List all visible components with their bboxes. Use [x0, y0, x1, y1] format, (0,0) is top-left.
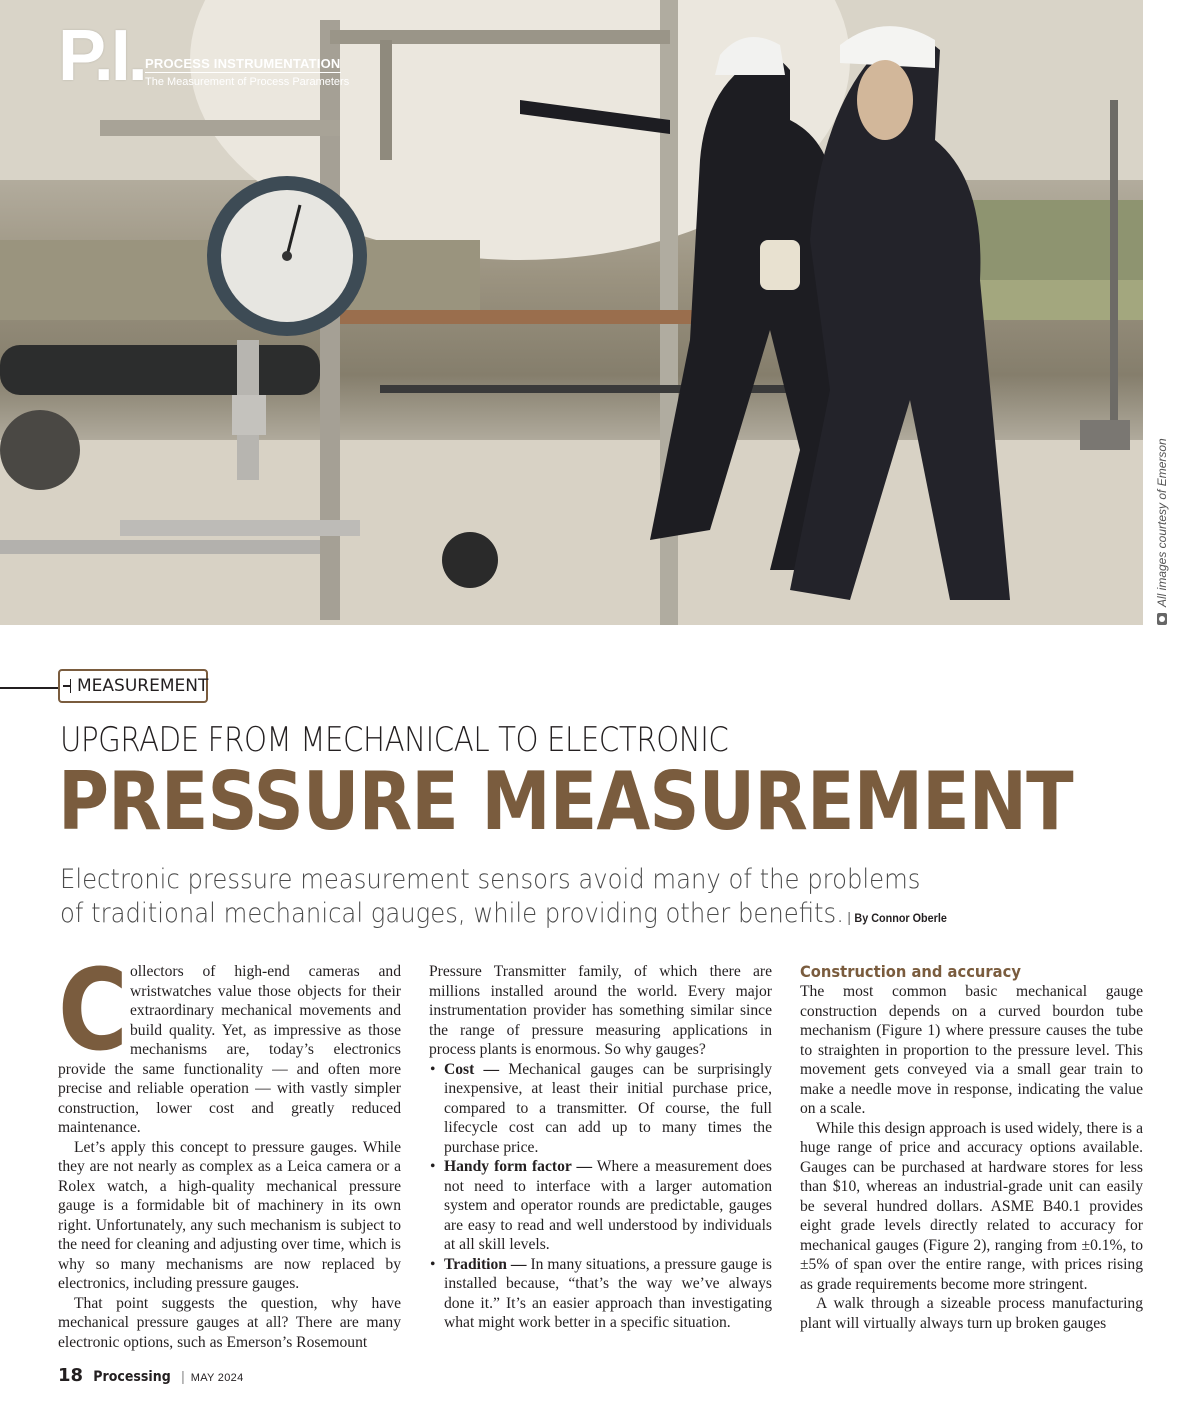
col2-paragraph-1: Pressure Transmitter family, of which there are millions installed around the world. Every major instrumentation provider has something similar since the range of pressure measuring applications in process plants is enormous. So why gauges?	[429, 963, 772, 1058]
list-item-text: In many situations, a pressure gauge is installed because, “that’s the way we’ve always done it.” It’s an easier approach than investigating what might work better in a specific situation.	[444, 1255, 772, 1331]
photo-credit-margin	[1143, 0, 1200, 625]
category-label: MEASUREMENT	[77, 676, 209, 696]
footer-separator: |	[181, 1368, 185, 1384]
article-headline: PRESSURE MEASUREMENT	[58, 755, 1073, 848]
section-subhead: Construction and accuracy	[800, 962, 1021, 981]
section-title: PROCESS INSTRUMENTATION	[145, 56, 341, 71]
list-item	[429, 1255, 772, 1333]
list-item-term: Handy form factor —	[444, 1158, 593, 1175]
photo-credit-text: All images courtesy of Emerson	[1155, 438, 1169, 607]
deck-line-2	[60, 897, 947, 935]
col1-paragraph-1: ollectors of high-end cameras and wristwatches value those objects for their extraordinary mechanical movements and build quality. Yet, as impressive as those mechanisms are, today’s electronics provide the same functionality — and often more precise and reliable operation — with vastly simpler construction, lower cost and greatly reduced maintenance.	[58, 963, 401, 1136]
body-column-3	[800, 962, 1143, 1333]
category-tag	[58, 669, 208, 703]
magazine-name: Processing	[93, 1369, 171, 1385]
tag-mark-icon	[70, 679, 71, 693]
drop-cap: C	[58, 946, 128, 1076]
col3-paragraph-3: A walk through a sizeable process manufacturing plant will virtually always turn up broken gauges	[800, 1295, 1143, 1332]
section-logo: P.I.	[58, 16, 145, 96]
section-subtitle: The Measurement of Process Parameters	[145, 76, 350, 88]
list-item-text: Mechanical gauges can be surprisingly inexpensive, at least their initial purchase price, compared to a transmitter. Of course, the full lifecycle cost can add up to many times the purchase price.	[444, 1060, 773, 1156]
deck-line-1: Electronic pressure measurement sensors avoid many of the problems	[60, 864, 921, 895]
deck-line-2-text: of traditional mechanical gauges, while providing other benefits.	[60, 898, 844, 929]
col1-paragraph-2: Let’s apply this concept to pressure gauges. While they are not nearly as complex as a Leica camera or a Rolex watch, a high-quality mechanical pressure gauge is a formidable bit of machinery in its own right. Unfortunately, any such mechanism is subject to the need for cleaning and adjusting over time, which is why so many mechanisms are now replaced by electronics, including pressure gauges.	[58, 1138, 401, 1292]
reasons-list	[429, 1060, 772, 1333]
byline: By Connor Oberle	[854, 911, 947, 925]
list-item-term: Cost —	[444, 1060, 500, 1078]
photo-credit	[1155, 438, 1169, 625]
byline-separator: |	[847, 909, 851, 925]
body-column-1	[58, 946, 401, 1352]
hero-photo-illustration	[0, 0, 1143, 625]
issue-date: MAY 2024	[190, 1372, 244, 1384]
tag-rule	[0, 687, 60, 689]
col1-paragraph-3: That point suggests the question, why have mechanical pressure gauges at all? There are many electronic options, such as Emerson’s Rosemount	[58, 1294, 401, 1351]
list-item	[429, 1157, 772, 1255]
body-column-2	[429, 962, 772, 1333]
col3-paragraph-1: The most common basic mechanical gauge construction depends on a curved bourdon tube mechanism (Figure 1) where pressure causes the tube to straighten in proportion to the pressure level. This movement gets conveyed via a small gear train to make a needle move in response, indicating the value on a scale.	[800, 983, 1143, 1117]
col3-paragraph-2: While this design approach is used widely, there is a huge range of price and accuracy options available. Gauges can be purchased at hardware stores for less than $10, whereas an industrial-grade unit can easily be several hundred dollars. ASME B40.1 provides eight grade levels directly related to accuracy for mechanical gauges (Figure 2), ranging from ±0.1%, to ±5% of span over the entire range, with prices rising as grade requirements become more stringent.	[800, 1119, 1143, 1293]
page-footer	[58, 1365, 243, 1386]
page-number: 18	[58, 1365, 84, 1386]
hero-photo	[0, 0, 1143, 625]
camera-icon	[1157, 613, 1167, 625]
list-item	[429, 1060, 772, 1158]
article-kicker: UPGRADE FROM MECHANICAL TO ELECTRONIC	[60, 720, 729, 760]
list-item-text: Where a measurement does not need to interface with a larger automation system and operator rounds are predictable, gauges are easy to read and well understood by individuals at all skill levels.	[444, 1158, 772, 1253]
article-deck	[60, 863, 947, 935]
list-item-term: Tradition —	[444, 1255, 527, 1273]
